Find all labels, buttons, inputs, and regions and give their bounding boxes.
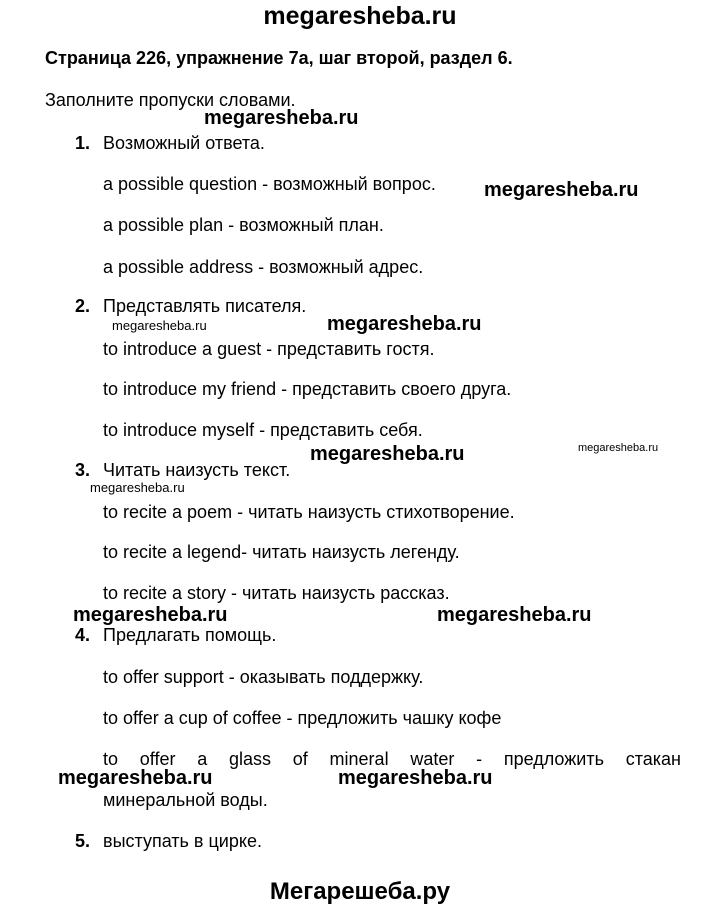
- example-line: to recite a legend- читать наизусть легенду.: [103, 542, 460, 562]
- item-title: выступать в цирке.: [103, 831, 262, 851]
- item-title: Предлагать помощь.: [103, 625, 277, 645]
- watermark: megaresheba.ru: [112, 318, 207, 333]
- site-footer: Мегарешеба.ру: [269, 878, 451, 905]
- item-number: 4.: [75, 625, 91, 645]
- example-line: to recite a story - читать наизусть рассказ.: [103, 583, 450, 603]
- example-line: to offer a cup of coffee - предложить чашку кофе: [103, 708, 502, 728]
- item-number: 5.: [75, 831, 91, 851]
- item-title: Возможный ответа.: [103, 133, 265, 153]
- example-line: to introduce my friend - представить своего друга.: [103, 379, 512, 399]
- instruction: Заполните пропуски словами.: [45, 90, 296, 110]
- example-line: to introduce a guest - представить гостя.: [103, 339, 435, 359]
- watermark: megaresheba.ru: [90, 480, 185, 495]
- item-number: 1.: [75, 133, 91, 153]
- example-line: to offer a glass of mineral water - предложить стакан: [103, 749, 681, 769]
- watermark: megaresheba.ru: [73, 604, 228, 626]
- example-line: a possible question - возможный вопрос.: [103, 174, 436, 194]
- item-title: Представлять писателя.: [103, 296, 307, 316]
- item-title: Читать наизусть текст.: [103, 460, 291, 480]
- site-header: megaresheba.ru: [263, 2, 457, 30]
- item-number: 2.: [75, 296, 91, 316]
- watermark: megaresheba.ru: [204, 107, 359, 129]
- watermark: megaresheba.ru: [578, 442, 659, 454]
- example-line-continuation: минеральной воды.: [103, 790, 268, 810]
- item-number: 3.: [75, 460, 91, 480]
- example-line: to introduce myself - представить себя.: [103, 420, 423, 440]
- watermark: megaresheba.ru: [437, 604, 592, 626]
- watermark: megaresheba.ru: [58, 767, 213, 789]
- example-line: a possible plan - возможный план.: [103, 215, 384, 235]
- example-line: a possible address - возможный адрес.: [103, 257, 424, 277]
- page-heading: Страница 226, упражнение 7a, шаг второй, раздел 6.: [45, 48, 513, 68]
- example-line: to recite a poem - читать наизусть стихотворение.: [103, 502, 515, 522]
- watermark: megaresheba.ru: [338, 767, 493, 789]
- example-line: to offer support - оказывать поддержку.: [103, 667, 424, 687]
- watermark: megaresheba.ru: [327, 313, 482, 335]
- watermark: megaresheba.ru: [310, 443, 465, 465]
- watermark: megaresheba.ru: [484, 179, 639, 201]
